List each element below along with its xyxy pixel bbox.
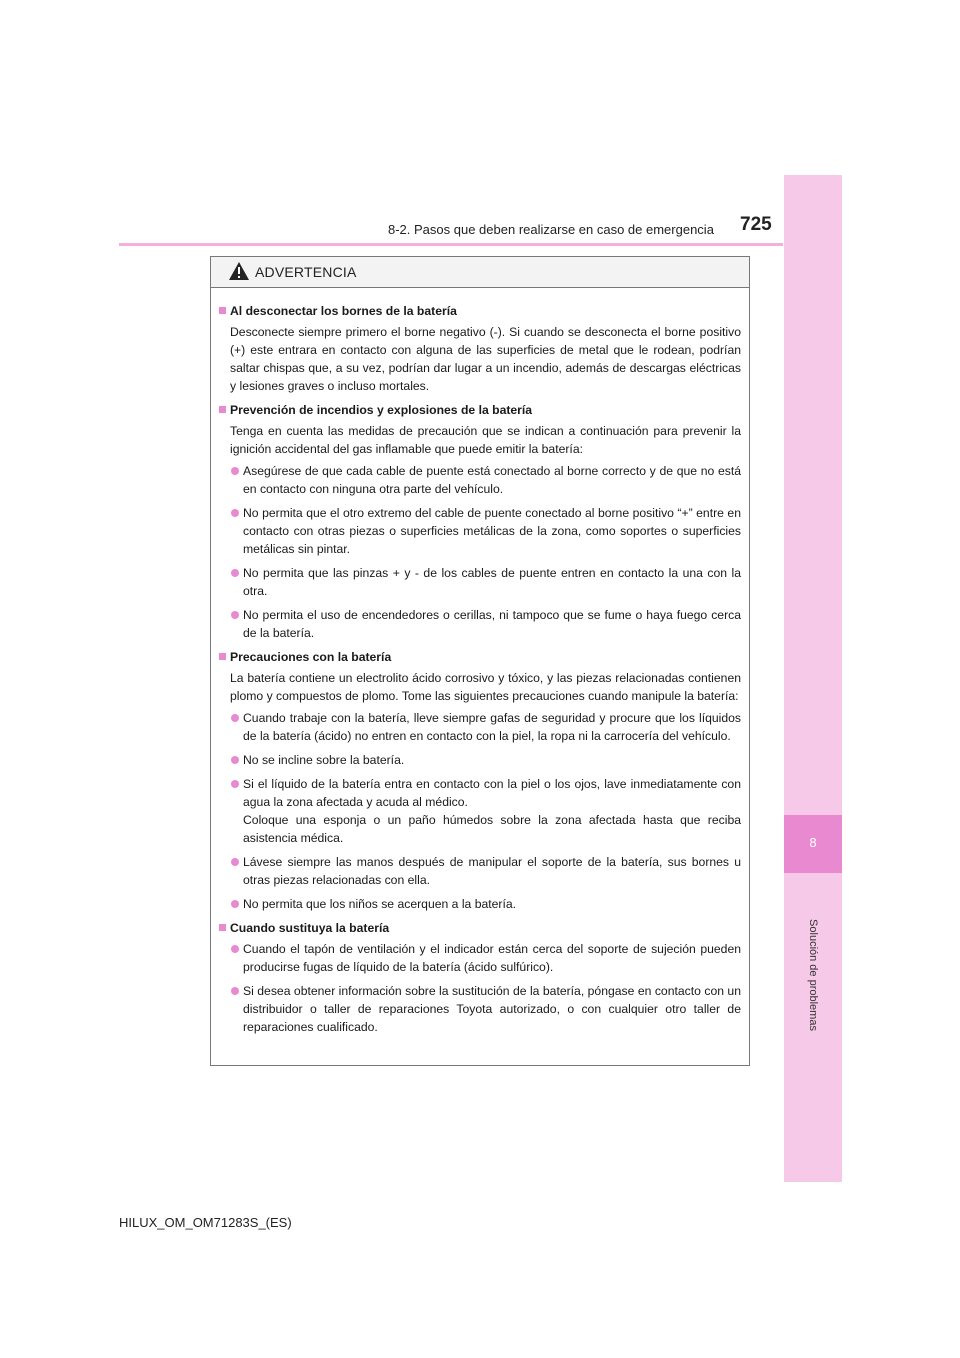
section-paragraph: La batería contiene un electrolito ácido corrosivo y tóxico, y las piezas relacionadas contienen plomo y compuestos de plomo. Tome las siguientes precauciones cuando manipule la batería: — [230, 671, 741, 703]
circle-bullet-icon — [231, 900, 239, 908]
bullet-item — [219, 853, 741, 889]
page-number: 725 — [740, 214, 772, 235]
document-code: HILUX_OM_OM71283S_(ES) — [119, 1215, 292, 1230]
bullet-text: Cuando el tapón de ventilación y el indicador están cerca del soporte de sujeción pueden producirse fugas de líquido de la batería (ácido sulfúrico). — [243, 942, 741, 974]
chapter-number: 8 — [809, 835, 817, 850]
bullet-text: No permita que las pinzas + y - de los cables de puente entren en contacto la una con la otra. — [243, 566, 741, 598]
section-heading — [219, 919, 741, 937]
warning-triangle-icon — [228, 261, 250, 281]
bullet-text: Cuando trabaje con la batería, lleve siempre gafas de seguridad y procure que los líquidos de la batería (ácido) no entren en contacto con la piel, la ropa ni la carrocería del vehículo. — [243, 711, 741, 743]
bullet-item — [219, 462, 741, 498]
section-heading — [219, 648, 741, 666]
bullet-text: Asegúrese de que cada cable de puente está conectado al borne correcto y de que no está en contacto con ninguna otra parte del vehículo. — [243, 464, 741, 496]
warning-header — [211, 257, 749, 288]
section-heading-text: Precauciones con la batería — [230, 650, 392, 664]
bullet-item — [219, 982, 741, 1036]
bullet-item — [219, 775, 741, 847]
warning-section — [219, 302, 741, 395]
bullet-text: Si desea obtener información sobre la sustitución de la batería, póngase en contacto con un distribuidor o taller de reparaciones Toyota autorizado, o con cualquier otro taller de reparaciones cualificado. — [243, 984, 741, 1034]
warning-title: ADVERTENCIA — [255, 264, 357, 280]
circle-bullet-icon — [231, 509, 239, 517]
warning-section — [219, 401, 741, 642]
circle-bullet-icon — [231, 467, 239, 475]
chapter-side-tab — [784, 175, 842, 1182]
section-heading-text: Al desconectar los bornes de la batería — [230, 304, 457, 318]
square-bullet-icon — [219, 307, 226, 314]
circle-bullet-icon — [231, 858, 239, 866]
circle-bullet-icon — [231, 569, 239, 577]
section-paragraph: Desconecte siempre primero el borne negativo (-). Si cuando se desconecta el borne positivo (+) este entrara en contacto con alguna de las superficies de metal que le rodean, podrían saltar chispas que, a su vez, podrían dar lugar a un incendio, además de descargas eléctricas y lesiones graves o incluso mortales. — [230, 325, 741, 393]
warning-section — [219, 648, 741, 913]
section-paragraph: Tenga en cuenta las medidas de precaución que se indican a continuación para prevenir la ignición accidental del gas inflamable que puede emitir la batería: — [230, 424, 741, 456]
section-heading — [219, 401, 741, 419]
circle-bullet-icon — [231, 756, 239, 764]
bullet-item — [219, 940, 741, 976]
section-heading-text: Prevención de incendios y explosiones de la batería — [230, 403, 533, 417]
square-bullet-icon — [219, 924, 226, 931]
bullet-item — [219, 564, 741, 600]
chapter-title: Solución de problemas — [807, 919, 819, 1031]
bullet-text: No se incline sobre la batería. — [243, 753, 405, 767]
warning-body — [211, 288, 749, 1036]
circle-bullet-icon — [231, 987, 239, 995]
header-divider — [119, 243, 783, 246]
bullet-item — [219, 895, 741, 913]
square-bullet-icon — [219, 653, 226, 660]
bullet-item — [219, 709, 741, 745]
section-title: 8-2. Pasos que deben realizarse en caso de emergencia — [388, 222, 714, 237]
circle-bullet-icon — [231, 611, 239, 619]
bullet-text: Si el líquido de la batería entra en contacto con la piel o los ojos, lave inmediatamente con agua la zona afectada y acuda al médico. Coloque una esponja o un paño húmedos sobre la zona afectada hasta que reciba asistencia médica. — [243, 777, 741, 845]
section-heading-text: Cuando sustituya la batería — [230, 921, 390, 935]
bullet-item — [219, 606, 741, 642]
section-heading — [219, 302, 741, 320]
bullet-text: Lávese siempre las manos después de manipular el soporte de la batería, sus bornes u otras piezas relacionadas con ella. — [243, 855, 741, 887]
circle-bullet-icon — [231, 945, 239, 953]
bullet-text: No permita el uso de encendedores o cerillas, ni tampoco que se fume o haya fuego cerca de la batería. — [243, 608, 741, 640]
bullet-item — [219, 751, 741, 769]
circle-bullet-icon — [231, 714, 239, 722]
chapter-number-box — [784, 815, 842, 873]
bullet-text: No permita que los niños se acerquen a la batería. — [243, 897, 517, 911]
square-bullet-icon — [219, 406, 226, 413]
bullet-item — [219, 504, 741, 558]
warning-box — [210, 256, 750, 1066]
bullet-text: No permita que el otro extremo del cable de puente conectado al borne positivo “+” entre en contacto con otras piezas o superficies metálicas de la zona, como soportes o superficies metálicas sin pintar. — [243, 506, 741, 556]
warning-section — [219, 919, 741, 1036]
circle-bullet-icon — [231, 780, 239, 788]
